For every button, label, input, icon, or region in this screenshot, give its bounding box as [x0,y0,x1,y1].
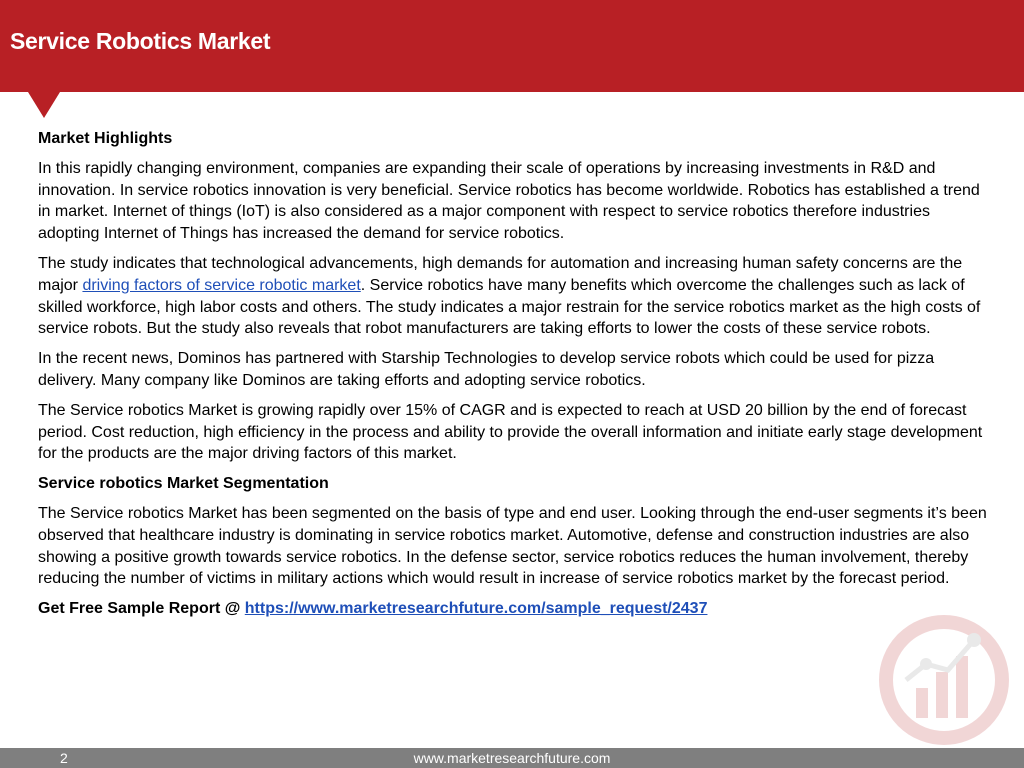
footer-website: www.marketresearchfuture.com [413,750,611,766]
banner-notch [28,92,60,118]
paragraph-drivers-lead: The study indicates that technological advancements, high demands for automation and increasing human safety concerns are the major [38,254,963,294]
paragraph-drivers [38,253,990,340]
slide-body [38,128,990,628]
paragraph-news: In the recent news, Dominos has partnered with Starship Technologies to develop service robots which could be used for pizza delivery. Many company like Dominos are taking efforts and adopting service robotics. [38,350,935,389]
paragraph-intro: In this rapidly changing environment, companies are expanding their scale of operations by increasing investments in R&D and innovation. In service robotics innovation is very beneficial. Service robotics has become worldwide. Robotics has established a trend in market. Internet of things (IoT) is also considered as a major component with respect to service robotics therefore industries adopting Internet of Things has increased the demand for service robotics. [38,159,980,243]
driving-factors-link[interactable]: driving factors of service robotic market [82,276,361,294]
paragraph-segmentation: The Service robotics Market has been segmented on the basis of type and end user. Looking through the end-user segments it’s been observed that healthcare industry is dominating in service robotics market. Automotive, defense and construction industries are also showing a positive growth towards service robotics. In the defense sector, service robotics reduces the human involvement, thereby reducing the number of victims in military actions which would result in increase of service robotics market by the forecast period. [38,504,987,588]
paragraph-growth: The Service robotics Market is growing rapidly over 15% of CAGR and is expected to reach at USD 20 billion by the end of forecast period. Cost reduction, high efficiency in the process and ability to provide the overall information and initiate early stage development for the products are the major driving factors of this market. [38,401,983,463]
sample-report-line [38,598,990,620]
title-banner [0,0,1024,92]
section-heading-highlights: Market Highlights [38,130,173,147]
page-number: 2 [60,750,68,766]
paragraph-drivers-rest: . Service robotics have many benefits which overcome the challenges such as lack of skilled workforce, high labor costs and others. The study indicates a major restrain for the service robotics market as the high costs of service robots. But the study also reveals that robot manufacturers are taking efforts to lower the costs of these service robots. [38,276,981,338]
footer-bar [0,748,1024,768]
page-title: Service Robotics Market [10,28,271,54]
sample-report-link[interactable]: https://www.marketresearchfuture.com/sample_request/2437 [244,600,708,618]
sample-report-label: Get Free Sample Report @ [38,600,245,618]
section-heading-segmentation: Service robotics Market Segmentation [38,475,329,493]
